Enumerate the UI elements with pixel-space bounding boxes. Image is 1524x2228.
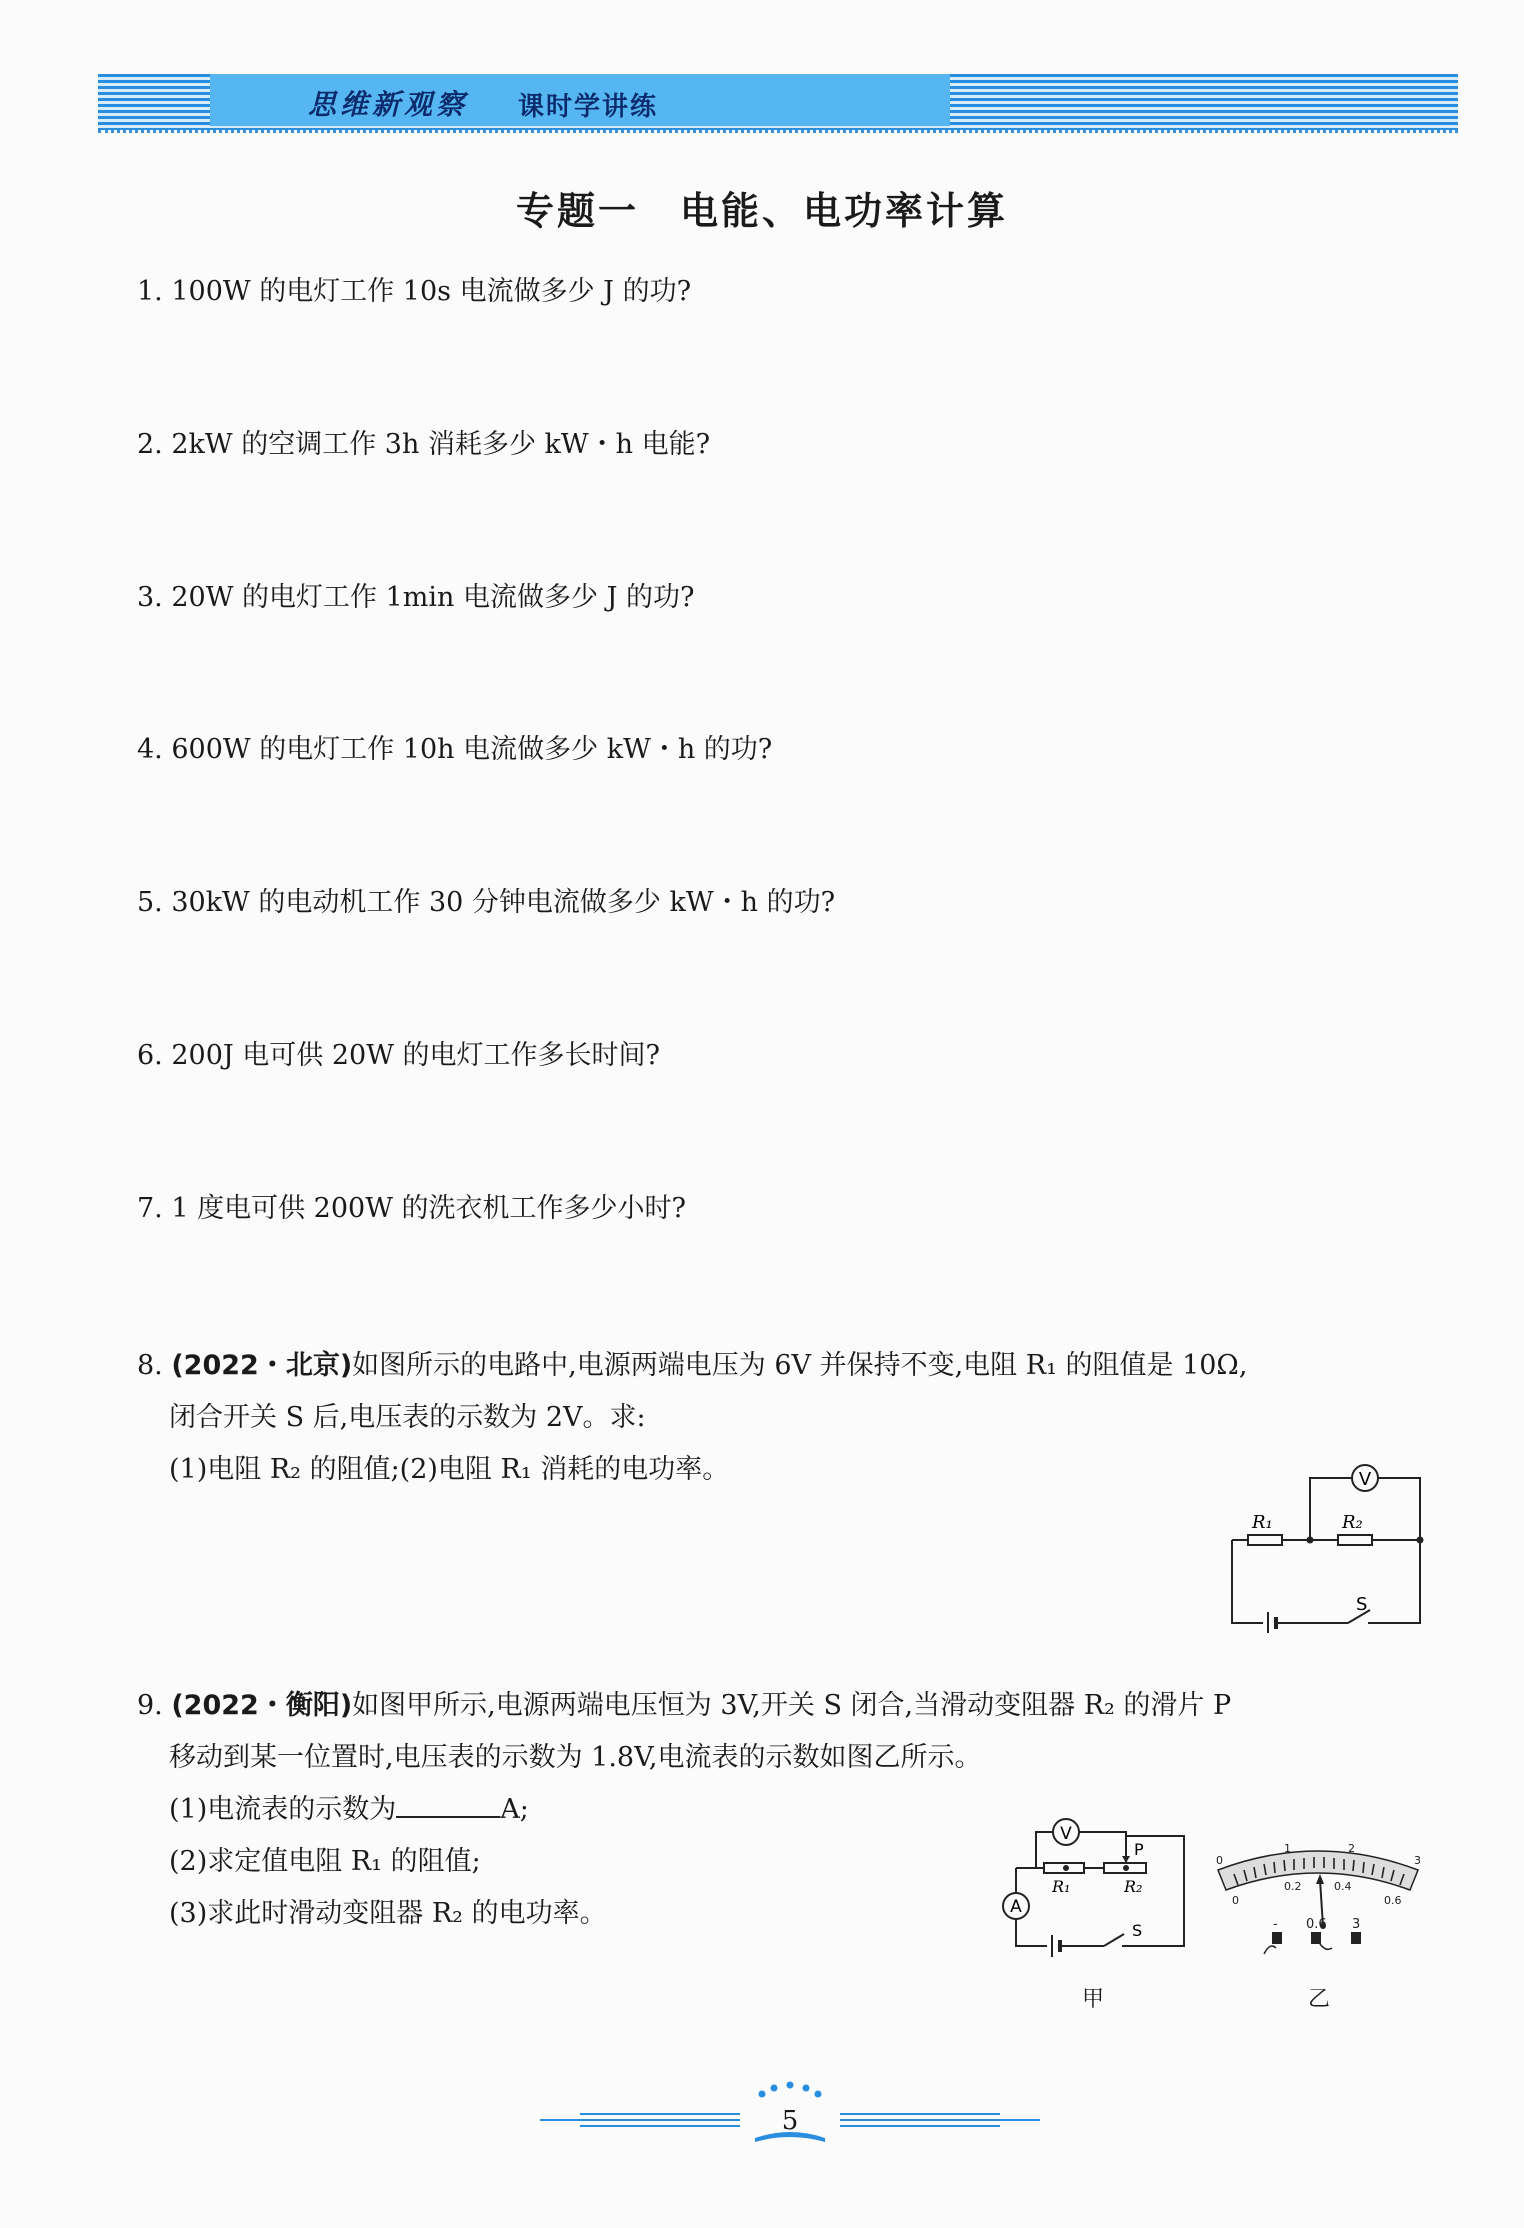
- page-footer: [540, 2080, 1040, 2150]
- question-3-text: 3. 20W 的电灯工作 1min 电流做多少 J 的功?: [137, 582, 695, 613]
- q9-circuit-diagram: [996, 1808, 1196, 1958]
- q9-ammeter-dial: [1208, 1838, 1428, 1958]
- question-9-part1: (1)电流表的示数为: [169, 1794, 397, 1825]
- question-9-part3: (3)求此时滑动变阻器 R₂ 的电功率。: [169, 1898, 607, 1929]
- dial-outer-tick-2: 2: [1348, 1842, 1355, 1855]
- figure-jia-caption: 甲: [1082, 1987, 1105, 2012]
- question-2: [137, 419, 1427, 471]
- question-9-part1-unit: A;: [500, 1794, 529, 1825]
- terminal-3: 3: [1352, 1917, 1361, 1932]
- q9-slider-label: P: [1134, 1840, 1144, 1859]
- page-number: 5: [781, 2106, 799, 2136]
- question-9-part2: (2)求定值电阻 R₁ 的阻值;: [169, 1846, 481, 1877]
- question-9-line2: 移动到某一位置时,电压表的示数为 1.8V,电流表的示数如图乙所示。: [169, 1742, 982, 1773]
- question-5: [137, 877, 1427, 929]
- question-8-line3: (1)电阻 R₂ 的阻值;(2)电阻 R₁ 消耗的电功率。: [169, 1454, 730, 1485]
- question-9-number: 9.: [137, 1690, 172, 1721]
- question-7: [137, 1183, 1427, 1235]
- question-8-number: 8.: [137, 1350, 172, 1381]
- question-6-text: 6. 200J 电可供 20W 的电灯工作多长时间?: [137, 1040, 661, 1071]
- dial-outer-tick-0: 0: [1216, 1854, 1223, 1867]
- header-banner: [98, 74, 1458, 130]
- q9-r2-label: R₂: [1124, 1877, 1143, 1896]
- q8-voltmeter-label: V: [1358, 1469, 1372, 1490]
- dial-outer-tick-1: 1: [1284, 1842, 1291, 1855]
- dial-outer-tick-3: 3: [1414, 1854, 1421, 1867]
- terminal-negative: -: [1273, 1917, 1278, 1932]
- question-4: [137, 724, 1427, 776]
- question-9-line1: 如图甲所示,电源两端电压恒为 3V,开关 S 闭合,当滑动变阻器 R₂ 的滑片 P: [352, 1690, 1232, 1721]
- dial-inner-tick-3: 0.6: [1384, 1894, 1402, 1907]
- figure-yi-caption: 乙: [1308, 1987, 1331, 2012]
- question-7-text: 7. 1 度电可供 200W 的洗衣机工作多少小时?: [137, 1193, 687, 1224]
- page-title: 专题一 电能、电功率计算: [515, 189, 1008, 233]
- question-5-text: 5. 30kW 的电动机工作 30 分钟电流做多少 kW・h 的功?: [137, 887, 836, 918]
- answer-blank[interactable]: [396, 1786, 500, 1818]
- q8-circuit-diagram: [1220, 1458, 1430, 1633]
- q8-r1-label: R₁: [1252, 1512, 1273, 1533]
- q9-voltmeter-label: V: [1060, 1824, 1072, 1844]
- question-2-text: 2. 2kW 的空调工作 3h 消耗多少 kW・h 电能?: [137, 429, 711, 460]
- question-9-source: (2022・衡阳): [171, 1690, 353, 1721]
- q9-ammeter-label: A: [1010, 1897, 1022, 1917]
- question-8-line2: 闭合开关 S 后,电压表的示数为 2V。求:: [169, 1402, 646, 1433]
- dial-inner-tick-0: 0: [1232, 1894, 1239, 1907]
- dial-inner-tick-2: 0.4: [1334, 1880, 1352, 1893]
- dial-inner-tick-1: 0.2: [1284, 1880, 1302, 1893]
- header-subtitle: 课时学讲练: [518, 92, 659, 122]
- q8-switch-label: S: [1356, 1594, 1368, 1615]
- q9-r1-label: R₁: [1052, 1877, 1071, 1896]
- question-1-text: 1. 100W 的电灯工作 10s 电流做多少 J 的功?: [137, 276, 692, 307]
- question-3: [137, 572, 1427, 624]
- question-4-text: 4. 600W 的电灯工作 10h 电流做多少 kW・h 的功?: [137, 734, 773, 765]
- terminal-0-6: 0.6: [1306, 1917, 1327, 1932]
- header-dotted-rule: [98, 130, 1458, 133]
- q8-r2-label: R₂: [1342, 1512, 1363, 1533]
- q9-switch-label: S: [1132, 1921, 1143, 1940]
- question-1: [137, 266, 1427, 318]
- question-8-line1: 如图所示的电路中,电源两端电压为 6V 并保持不变,电阻 R₁ 的阻值是 10Ω,: [352, 1350, 1248, 1381]
- question-6: [137, 1030, 1427, 1082]
- question-8-source: (2022・北京): [171, 1350, 353, 1381]
- header-brand: 思维新观察: [308, 88, 469, 121]
